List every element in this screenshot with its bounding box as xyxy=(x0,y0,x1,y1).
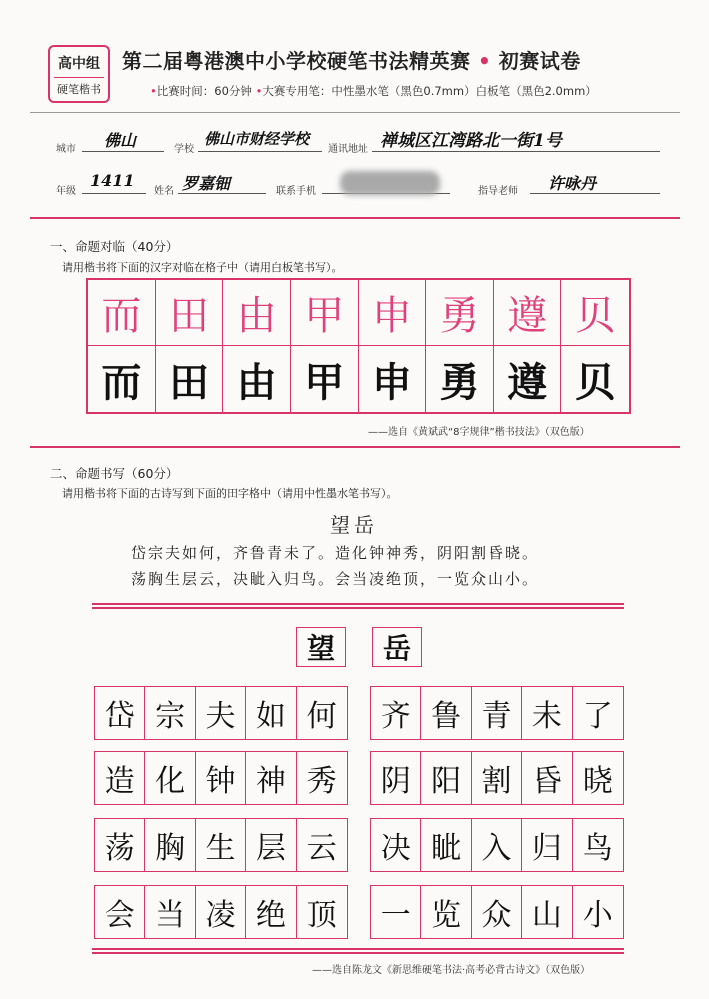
copy-grid xyxy=(86,278,631,414)
model-char: 而 xyxy=(88,280,156,346)
written-char[interactable]: 钟 xyxy=(196,752,246,804)
written-char[interactable]: 绝 xyxy=(246,886,296,938)
written-char[interactable]: 鲁 xyxy=(421,687,471,739)
written-char[interactable]: 胸 xyxy=(145,819,195,871)
section1-title: 一、命题对临（40分） xyxy=(50,239,179,254)
poem-line-2: 荡胸生层云，决眦入归鸟。会当凌绝顶，一览众山小。 xyxy=(131,570,540,588)
phone-value-redacted xyxy=(340,171,440,195)
written-char[interactable]: 一 xyxy=(371,886,421,938)
section2-citation: ——选自陈龙文《新思维硬笔书法·高考必背古诗文》（双色版） xyxy=(312,965,591,976)
written-char[interactable]: 由 xyxy=(223,346,291,412)
written-char[interactable]: 勇 xyxy=(426,346,494,412)
address-label: 通讯地址 xyxy=(328,144,368,155)
written-char[interactable]: 化 xyxy=(145,752,195,804)
written-char[interactable]: 造 xyxy=(95,752,145,804)
phone-label: 联系手机 xyxy=(276,186,316,197)
info-divider xyxy=(30,217,680,219)
model-char: 甲 xyxy=(291,280,359,346)
exam-subtitle xyxy=(150,83,597,99)
written-char[interactable]: 生 xyxy=(196,819,246,871)
school-value[interactable]: 佛山市财经学校 xyxy=(204,130,310,148)
address-value[interactable]: 禅城区江湾路北一街1号 xyxy=(380,131,562,151)
written-char[interactable]: 未 xyxy=(522,687,572,739)
written-char[interactable]: 田 xyxy=(156,346,224,412)
section2-title: 二、命题书写（60分） xyxy=(50,466,179,481)
written-char[interactable]: 申 xyxy=(359,346,427,412)
written-char[interactable]: 甲 xyxy=(291,346,359,412)
teacher-label: 指导老师 xyxy=(478,186,518,197)
header-divider xyxy=(30,112,680,113)
written-char[interactable]: 览 xyxy=(421,886,471,938)
written-char[interactable]: 归 xyxy=(522,819,572,871)
model-char: 田 xyxy=(156,280,224,346)
city-value[interactable]: 佛山 xyxy=(104,131,137,150)
written-char[interactable]: 神 xyxy=(246,752,296,804)
written-char[interactable]: 小 xyxy=(582,898,613,933)
badge-style-label: 硬笔楷书 xyxy=(54,77,104,97)
written-char[interactable]: 荡 xyxy=(95,819,145,871)
exam-title-round: 初赛试卷 xyxy=(498,49,581,73)
written-char[interactable]: 鸟 xyxy=(582,831,613,866)
grade-label: 年级 xyxy=(56,186,76,197)
school-label: 学校 xyxy=(174,144,194,155)
written-title-char[interactable]: 岳 xyxy=(372,627,422,667)
model-char: 由 xyxy=(223,280,291,346)
title-bullet: • xyxy=(477,49,492,73)
section1-citation: ——选自《黄斌武“8字规律”楷书技法》（双色版） xyxy=(368,427,590,438)
written-char[interactable]: 贝 xyxy=(575,358,616,406)
written-char[interactable]: 岱 xyxy=(95,687,145,739)
section1-instruction: 请用楷书将下面的汉字对临在格子中（请用白板笔书写）。 xyxy=(62,261,343,274)
written-char[interactable]: 云 xyxy=(306,831,337,866)
model-char: 遵 xyxy=(494,280,562,346)
written-char[interactable]: 而 xyxy=(88,346,156,412)
written-char[interactable]: 决 xyxy=(371,819,421,871)
teacher-value[interactable]: 许咏丹 xyxy=(548,174,597,193)
written-char[interactable]: 阴 xyxy=(371,752,421,804)
written-char[interactable]: 入 xyxy=(472,819,522,871)
subtitle-bullet: • xyxy=(150,84,157,98)
writing-row xyxy=(94,818,348,872)
section2-instruction: 请用楷书将下面的古诗写到下面的田字格中（请用中性墨水笔书写）。 xyxy=(62,487,398,500)
written-char[interactable]: 顶 xyxy=(306,898,337,933)
writing-row xyxy=(370,686,624,740)
written-char[interactable]: 何 xyxy=(306,699,337,734)
section-divider xyxy=(30,446,680,448)
writing-row xyxy=(370,751,624,805)
city-label: 城市 xyxy=(56,144,76,155)
school-line xyxy=(198,151,322,152)
written-char[interactable]: 眦 xyxy=(421,819,471,871)
exam-pens: 大赛专用笔：中性墨水笔（黑色0.7mm）白板笔（黑色2.0mm） xyxy=(262,84,597,98)
exam-time: 比赛时间：60分钟 xyxy=(156,84,252,98)
group-badge xyxy=(48,45,110,103)
city-line xyxy=(82,151,164,152)
written-char[interactable]: 夫 xyxy=(196,687,246,739)
written-char[interactable]: 昏 xyxy=(522,752,572,804)
grade-line xyxy=(82,193,146,194)
writing-row xyxy=(94,686,348,740)
writing-row xyxy=(94,751,348,805)
badge-group-label: 高中组 xyxy=(58,56,100,72)
written-char[interactable]: 青 xyxy=(472,687,522,739)
subtitle-bullet-2: • xyxy=(255,84,263,98)
model-char: 贝 xyxy=(561,280,629,346)
writing-row xyxy=(370,885,624,939)
written-char[interactable]: 凌 xyxy=(196,886,246,938)
written-char[interactable]: 会 xyxy=(95,886,145,938)
written-char[interactable]: 当 xyxy=(145,886,195,938)
model-char: 勇 xyxy=(426,280,494,346)
written-title-char[interactable]: 望 xyxy=(296,627,346,667)
written-char[interactable]: 晓 xyxy=(582,764,613,799)
writing-row xyxy=(370,818,624,872)
written-char[interactable]: 遵 xyxy=(494,346,562,412)
grade-value[interactable]: 1411 xyxy=(90,171,135,190)
written-char[interactable]: 割 xyxy=(472,752,522,804)
poem-title: 望岳 xyxy=(330,513,378,537)
written-char[interactable]: 了 xyxy=(582,699,613,734)
poem-top-border xyxy=(92,603,624,609)
written-char[interactable]: 层 xyxy=(246,819,296,871)
written-char[interactable]: 山 xyxy=(522,886,572,938)
written-char[interactable]: 秀 xyxy=(306,764,337,799)
name-value[interactable]: 罗嘉钿 xyxy=(182,174,231,193)
address-line xyxy=(372,151,660,152)
poem-bottom-border xyxy=(92,948,624,954)
written-char[interactable]: 阳 xyxy=(421,752,471,804)
written-char[interactable]: 如 xyxy=(246,687,296,739)
model-char: 申 xyxy=(359,280,427,346)
written-char[interactable]: 齐 xyxy=(371,687,421,739)
name-label: 姓名 xyxy=(154,186,174,197)
writing-row xyxy=(94,885,348,939)
written-char[interactable]: 众 xyxy=(472,886,522,938)
written-char[interactable]: 宗 xyxy=(145,687,195,739)
exam-title-main: 第二届粤港澳中小学校硬笔书法精英赛 xyxy=(122,49,471,73)
exam-title xyxy=(122,45,581,74)
poem-line-1: 岱宗夫如何，齐鲁青未了。造化钟神秀，阴阳割昏晓。 xyxy=(131,544,540,562)
